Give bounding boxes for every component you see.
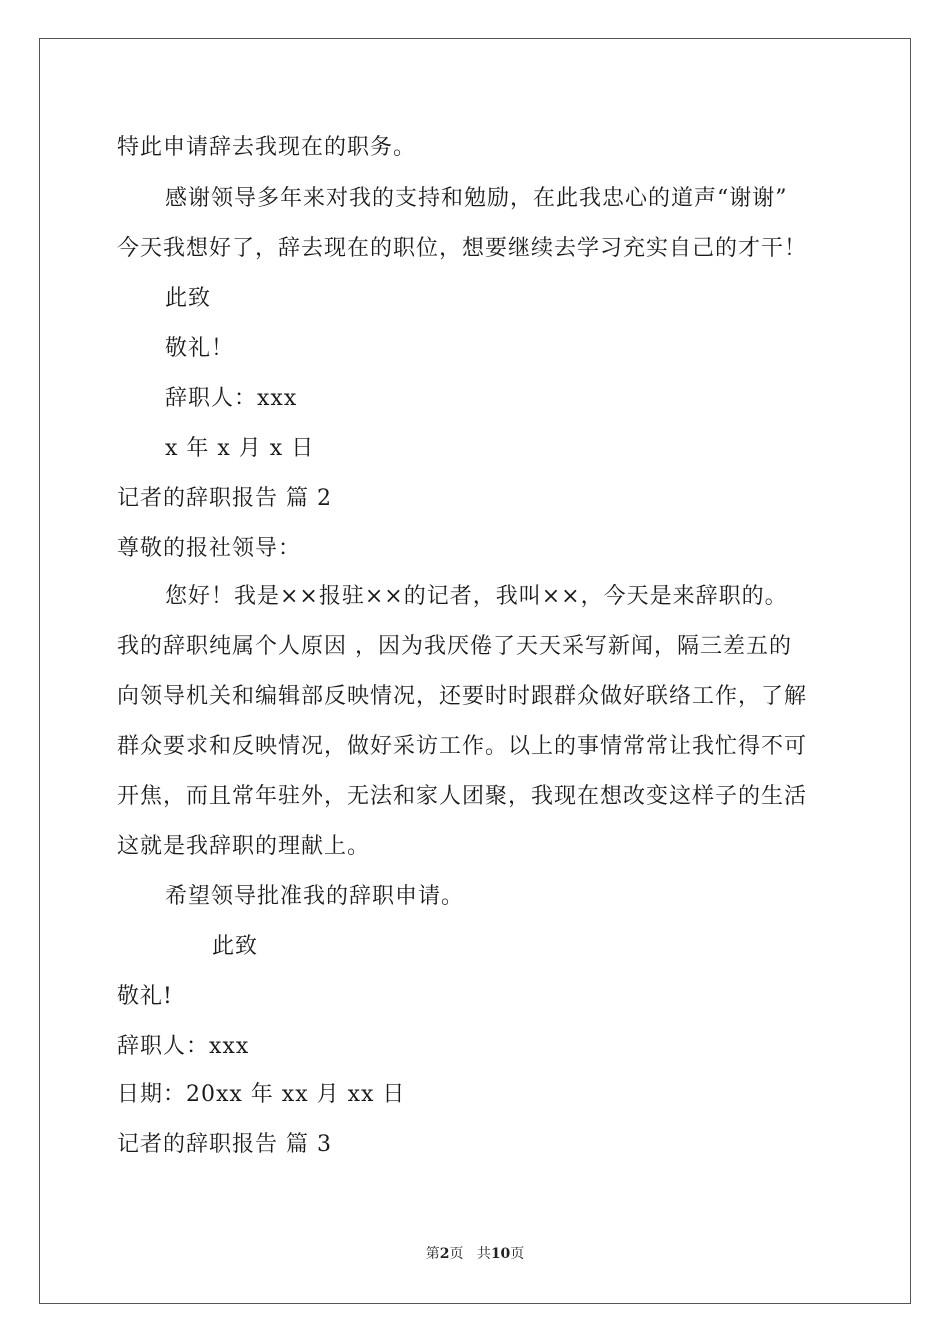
total-prefix: 共: [476, 1246, 491, 1262]
salutation-line: 敬礼！: [165, 336, 235, 361]
text-line: 这就是我辞职的理献上。: [117, 834, 371, 859]
text-line: 开焦，而且常年驻外，无法和家人团聚，我现在想改变这样子的生活: [117, 784, 808, 809]
salutation-line: 此致: [165, 286, 212, 311]
section-heading: 记者的辞职报告 篇 2: [117, 486, 332, 511]
page-number: 2: [439, 1246, 450, 1262]
salutation-line: 此致: [212, 934, 259, 959]
text-line: 群众要求和反映情况，做好采访工作。以上的事情常常让我忙得不可: [117, 734, 808, 759]
text-line: 您好！我是××报驻××的记者，我叫××，今天是来辞职的。: [165, 584, 788, 609]
salutation-line: 敬礼!: [117, 984, 173, 1009]
text-line: 向领导机关和编辑部反映情况，还要时时跟群众做好联络工作，了解: [117, 684, 808, 709]
total-pages: 10: [490, 1246, 511, 1262]
signature-line: 辞职人：xxx: [117, 1034, 250, 1059]
page-footer: [0, 1244, 950, 1264]
text-line: 我的辞职纯属个人原因 ，因为我厌倦了天天采写新闻，隔三差五的: [117, 634, 792, 659]
greeting-line: 尊敬的报社领导：: [117, 536, 302, 561]
date-line: 日期：20xx 年 xx 月 xx 日: [117, 1082, 406, 1107]
signature-line: 辞职人：xxx: [165, 386, 298, 411]
text-line: 特此申请辞去我现在的职务。: [117, 135, 417, 160]
text-line: 今天我想好了，辞去现在的职位，想要继续去学习充实自己的才干！: [117, 236, 808, 261]
text-line: 希望领导批准我的辞职申请。: [165, 884, 465, 909]
page-border: [39, 38, 911, 1304]
date-line: x 年 x 月 x 日: [165, 436, 315, 461]
page-suffix: 页: [449, 1246, 464, 1262]
total-suffix: 页: [510, 1246, 525, 1262]
text-line: 感谢领导多年来对我的支持和勉励，在此我忠心的道声“谢谢”: [165, 186, 788, 211]
section-heading: 记者的辞职报告 篇 3: [117, 1132, 332, 1157]
page-prefix: 第: [425, 1246, 440, 1262]
